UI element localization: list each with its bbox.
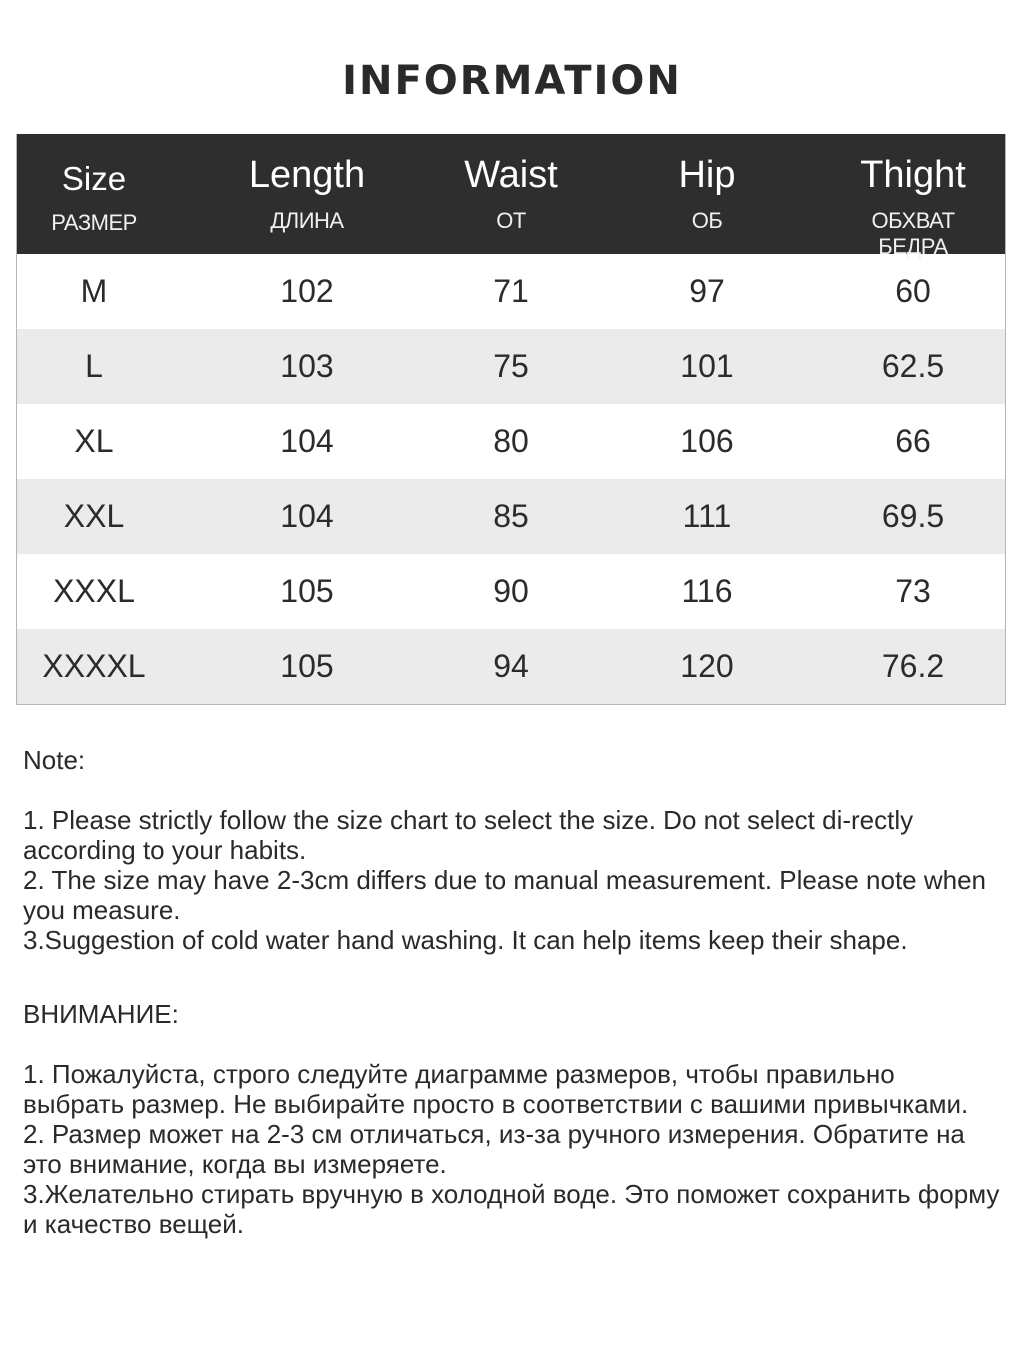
- size-table: [16, 134, 1006, 705]
- header-hip-ru: ОБ: [691, 208, 723, 233]
- cell-waist: 71: [493, 273, 529, 309]
- table-row: [17, 629, 1005, 704]
- table-row: [17, 254, 1005, 329]
- table-row: [17, 404, 1005, 479]
- cell-thigh: 66: [895, 423, 931, 459]
- table-row: [17, 479, 1005, 554]
- header-length-ru: ДЛИНА: [270, 208, 344, 233]
- header-size-ru: РАЗМЕР: [51, 210, 137, 235]
- notes-section: [23, 745, 1003, 1239]
- header-waist: [443, 134, 579, 254]
- table-row: [17, 554, 1005, 629]
- cell-waist: 75: [493, 348, 529, 384]
- header-waist-en: Waist: [464, 154, 558, 196]
- cell-length: 105: [280, 648, 334, 684]
- cell-waist: 80: [493, 423, 529, 459]
- cell-waist: 90: [493, 573, 529, 609]
- cell-thigh: 69.5: [881, 498, 945, 534]
- header-hip: [579, 134, 835, 254]
- note-ru-item-3: 3.Желательно стирать вручную в холодной воде. Это поможет сохранить форму и качество вещей.: [23, 1179, 1000, 1239]
- header-length: [171, 134, 443, 254]
- header-thigh-en: Thight: [860, 154, 966, 196]
- note-en-item-2: 2. The size may have 2-3cm differs due to manual measurement. Please note when you measure.: [23, 865, 987, 925]
- cell-length: 105: [280, 573, 334, 609]
- cell-hip: 120: [680, 648, 734, 684]
- cell-length: 104: [280, 423, 334, 459]
- cell-length: 103: [280, 348, 334, 384]
- cell-size: XXXL: [53, 573, 135, 609]
- cell-hip: 116: [681, 573, 733, 609]
- header-waist-ru: ОТ: [496, 208, 526, 233]
- page-title: INFORMATION: [342, 58, 682, 104]
- header-hip-en: Hip: [678, 154, 736, 196]
- cell-waist: 94: [493, 648, 529, 684]
- cell-thigh: 62.5: [881, 348, 945, 384]
- cell-hip: 106: [680, 423, 734, 459]
- header-thigh-ru: ОБХВАТ БЕДРА: [871, 208, 955, 259]
- cell-length: 102: [280, 273, 334, 309]
- cell-hip: 97: [689, 273, 725, 309]
- table-header: [17, 134, 1005, 259]
- header-size: [17, 134, 171, 254]
- cell-waist: 85: [493, 498, 529, 534]
- cell-size: XL: [74, 423, 114, 459]
- header-thigh: [835, 134, 991, 259]
- cell-hip: 101: [680, 348, 734, 384]
- cell-size: L: [85, 348, 103, 384]
- cell-hip: 111: [682, 498, 732, 534]
- cell-thigh: 60: [895, 273, 931, 309]
- header-size-en: Size: [61, 160, 127, 197]
- note-en-item-1: 1. Please strictly follow the size chart to select the size. Do not select di-rectly according to your habits.: [23, 805, 914, 865]
- note-heading-ru: ВНИМАНИЕ:: [23, 999, 179, 1029]
- cell-size: M: [80, 273, 108, 309]
- cell-size: XXL: [63, 498, 125, 534]
- cell-length: 104: [280, 498, 334, 534]
- note-ru-item-2: 2. Размер может на 2-3 см отличаться, из-за ручного измерения. Обратите на это внимание, когда вы измеряете.: [23, 1119, 965, 1179]
- cell-thigh: 76.2: [881, 648, 945, 684]
- cell-thigh: 73: [895, 573, 931, 609]
- note-en-item-3: 3.Suggestion of cold water hand washing. It can help items keep their shape.: [23, 925, 908, 955]
- table-row: [17, 329, 1005, 404]
- cell-size: XXXXL: [42, 648, 146, 684]
- note-heading-en: Note:: [23, 745, 86, 775]
- note-ru-item-1: 1. Пожалуйста, строго следуйте диаграмме размеров, чтобы правильно выбрать размер. Не выбирайте просто в соответствии с вашими привычками.: [23, 1059, 969, 1119]
- header-length-en: Length: [248, 154, 366, 196]
